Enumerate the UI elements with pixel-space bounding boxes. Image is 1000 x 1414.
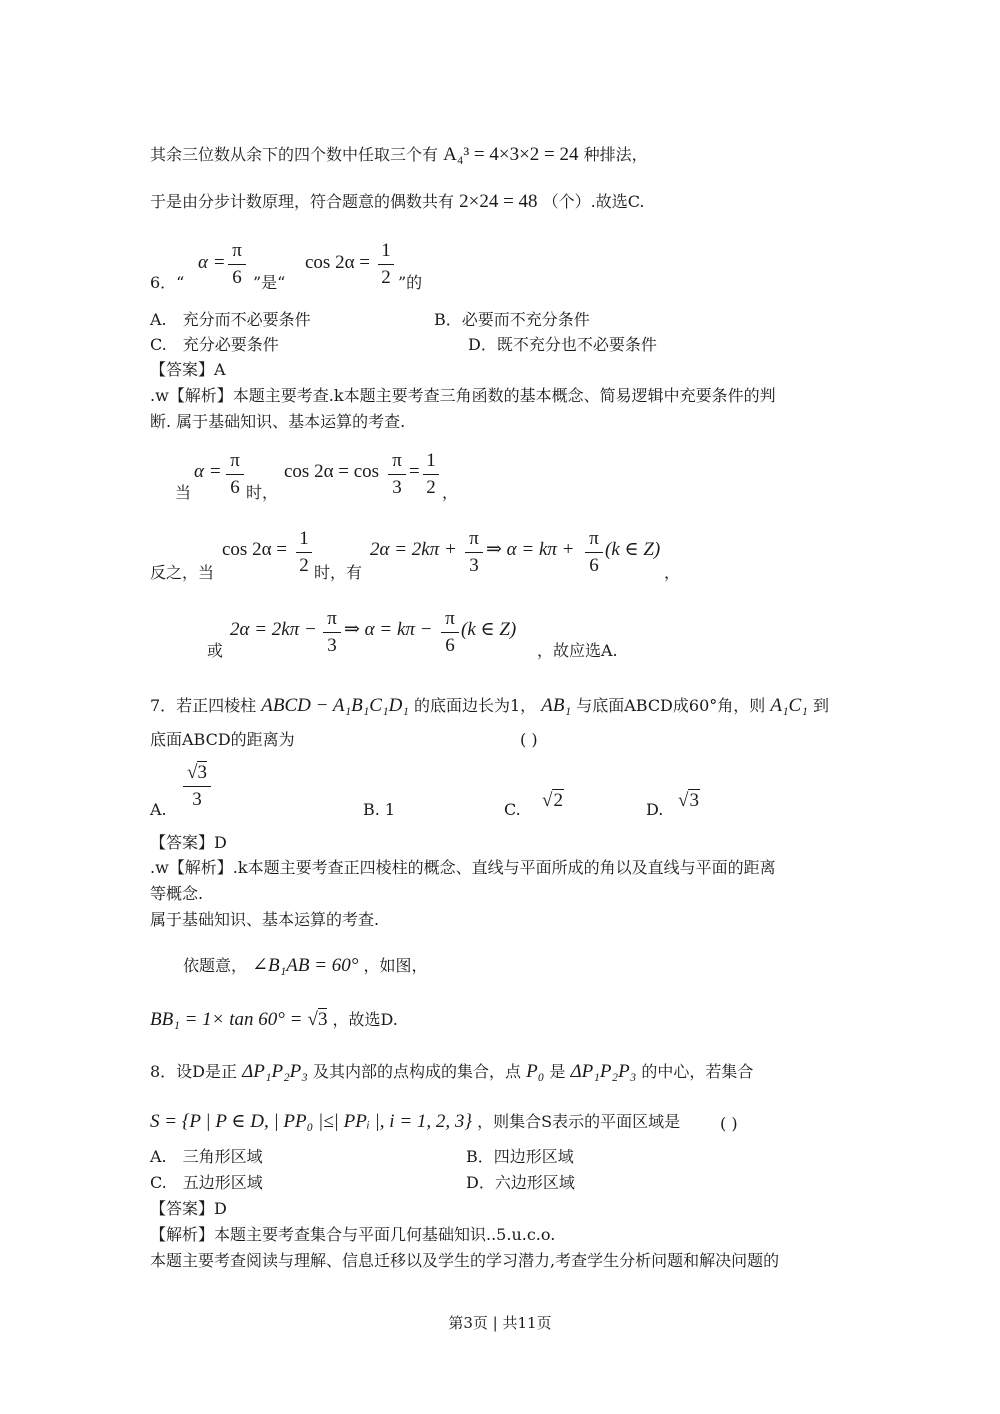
math-expression: cos 2α = — [222, 539, 287, 560]
text-run: 7．若正四棱柱 — [150, 696, 257, 715]
numerator: π — [392, 450, 402, 471]
math-expression: ΔP₁P₂P₃ — [570, 1061, 637, 1082]
text-run: 8．设D是正 — [150, 1062, 238, 1081]
math-expression: (k ∈ Z) — [461, 619, 517, 640]
explanation-line: 【解析】本题主要考查集合与平面几何基础知识..5.u.c.o. — [150, 1225, 556, 1244]
radicand: 3 — [197, 762, 207, 783]
text-run: （个）.故选C. — [542, 192, 645, 211]
text-run: ， — [442, 483, 459, 502]
numerator: 1 — [426, 450, 436, 471]
fraction — [226, 450, 244, 499]
option-c: C. 充分必要条件 — [150, 335, 279, 354]
math-expression: A₄³ = 4×3×2 = 24 — [443, 144, 579, 165]
denominator: 2 — [299, 555, 309, 576]
math-expression: α = — [198, 252, 226, 273]
fraction — [183, 762, 211, 811]
text-run: ，如图， — [363, 956, 428, 975]
option-d: D．六边形区域 — [466, 1173, 575, 1192]
numerator: π — [230, 450, 240, 471]
text-run: ”的 — [398, 273, 423, 292]
radicand: 3 — [689, 790, 699, 811]
math-expression: 2α = 2kπ + — [370, 539, 457, 560]
option-b: B. 1 — [363, 800, 396, 819]
text-run: 依题意， — [183, 956, 248, 975]
explanation-line: 属于基础知识、基本运算的考查. — [150, 910, 380, 929]
text-run: 时， — [246, 483, 279, 502]
text-run: 当 — [175, 483, 192, 502]
text-run: 或 — [207, 641, 224, 660]
math-expression: ⇒ α = kπ + — [486, 539, 575, 560]
math-expression: ∠B₁AB = 60° — [252, 955, 359, 976]
numerator: √3 — [187, 762, 207, 783]
explanation-line: 等概念. — [150, 884, 204, 903]
text-line — [150, 1010, 398, 1030]
text-line: 底面ABCD的距离为 — [150, 730, 295, 749]
math-expression: cos 2α = cos — [284, 461, 380, 482]
option-d: D. — [646, 800, 664, 819]
question-6-prefix: 6．“ — [150, 273, 185, 292]
sqrt-expression: √3 — [678, 790, 699, 811]
option-c: C. 五边形区域 — [150, 1173, 263, 1192]
text-line — [150, 192, 645, 212]
fraction — [388, 450, 406, 499]
explanation-line: .w【解析】本题主要考查.k本题主要考查三角函数的基本概念、简易逻辑中充要条件的判 — [150, 386, 776, 405]
fraction-bar — [228, 264, 246, 265]
denominator: 3 — [327, 635, 337, 656]
text-run: 种排法， — [583, 145, 648, 164]
denominator: 3 — [392, 477, 402, 498]
option-b: B．四边形区域 — [466, 1147, 574, 1166]
explanation-line: 断. 属于基础知识、基本运算的考查. — [150, 412, 406, 431]
fraction-bar — [323, 632, 341, 633]
math-expression: cos 2α = — [305, 252, 370, 273]
numerator: π — [445, 608, 455, 629]
math-expression: ABCD − A₁B₁C₁D₁ — [261, 695, 409, 716]
denominator: 6 — [445, 635, 455, 656]
text-run: 到 — [812, 696, 829, 715]
math-expression: 2×24 = 48 — [459, 191, 538, 212]
denominator: 2 — [381, 267, 391, 288]
option-a: A. — [150, 800, 167, 819]
text-run: ，则集合S表示的平面区域是 — [477, 1112, 681, 1131]
fraction-bar — [296, 552, 312, 553]
fraction — [228, 240, 246, 289]
denominator: 6 — [232, 267, 242, 288]
option-a: A. 充分而不必要条件 — [150, 310, 311, 329]
math-expression: P₀ — [526, 1061, 545, 1082]
explanation-line: 本题主要考查阅读与理解、信息迁移以及学生的学习潜力,考查学生分析问题和解决问题的 — [150, 1251, 780, 1270]
fraction-bar — [226, 474, 244, 475]
fraction — [585, 528, 603, 577]
answer: 【答案】D — [150, 1199, 227, 1218]
fraction — [323, 608, 341, 657]
fraction — [378, 240, 394, 289]
text-run: 是 — [549, 1062, 566, 1081]
numerator: 1 — [299, 528, 309, 549]
fraction — [441, 608, 459, 657]
text-line — [150, 145, 648, 165]
numerator: π — [327, 608, 337, 629]
fraction-bar — [423, 474, 439, 475]
numerator: π — [469, 528, 479, 549]
fraction — [465, 528, 483, 577]
math-expression: (k ∈ Z) — [605, 539, 661, 560]
radicand: 3 — [317, 1009, 328, 1030]
math-expression: 2α = 2kπ − — [230, 619, 317, 640]
denominator: 6 — [230, 477, 240, 498]
fraction-bar — [465, 552, 483, 553]
radicand: 2 — [553, 790, 563, 811]
text-run: 与底面ABCD成60°角，则 — [576, 696, 766, 715]
denominator: 6 — [589, 555, 599, 576]
denominator: 3 — [192, 789, 202, 810]
fraction — [423, 450, 439, 499]
fraction-bar — [378, 264, 394, 265]
math-expression: BB₁ = 1× tan 60° = — [150, 1009, 303, 1030]
fraction — [296, 528, 312, 577]
math-expression: α = — [194, 461, 222, 482]
text-run: ”是“ — [253, 273, 286, 292]
text-run: ，故应选A. — [537, 641, 618, 660]
text-run: 的底面边长为1， — [414, 696, 537, 715]
math-expression: A₁C₁ — [770, 695, 808, 716]
text-run: 时，有 — [314, 563, 363, 582]
math-expression: ΔP₁P₂P₃ — [242, 1061, 308, 1082]
option-d: D．既不充分也不必要条件 — [468, 335, 657, 354]
text-run: ， — [664, 563, 681, 582]
sqrt-expression: √3 — [307, 1009, 328, 1030]
numerator: 1 — [381, 240, 391, 261]
answer: 【答案】A — [150, 360, 226, 379]
numerator: π — [232, 240, 242, 261]
answer-blank: ( ) — [520, 730, 538, 749]
answer: 【答案】D — [150, 833, 227, 852]
answer-blank: ( ) — [720, 1114, 738, 1133]
text-run: 及其内部的点构成的集合，点 — [313, 1062, 522, 1081]
text-run: 反之，当 — [150, 563, 215, 582]
sqrt-expression: √2 — [542, 790, 563, 811]
page-footer: 第3页 | 共11页 — [448, 1314, 552, 1332]
text-run: ，故选D. — [332, 1010, 398, 1029]
text-line — [150, 1062, 753, 1082]
fraction-bar — [441, 632, 459, 633]
fraction-bar — [585, 552, 603, 553]
fraction-bar — [183, 786, 211, 787]
fraction-bar — [388, 474, 406, 475]
math-expression: S = {P | P ∈ D, | PP₀ |≤| PPᵢ |, i = 1, 2, 3} — [150, 1111, 473, 1132]
math-operator: = — [409, 461, 420, 482]
math-expression: ⇒ α = kπ − — [344, 619, 433, 640]
option-a: A. 三角形区域 — [150, 1147, 263, 1166]
option-c: C. — [504, 800, 521, 819]
text-line — [150, 696, 829, 716]
text-run: 于是由分步计数原理，符合题意的偶数共有 — [150, 192, 455, 211]
text-run: 的中心，若集合 — [641, 1062, 754, 1081]
denominator: 2 — [426, 477, 436, 498]
option-b: B．必要而不充分条件 — [434, 310, 590, 329]
text-line — [183, 956, 427, 976]
math-expression: AB₁ — [541, 695, 572, 716]
text-line — [150, 1112, 680, 1132]
denominator: 3 — [469, 555, 479, 576]
text-run: 其余三位数从余下的四个数中任取三个有 — [150, 145, 439, 164]
explanation-line: .w【解析】.k本题主要考查正四棱柱的概念、直线与平面所成的角以及直线与平面的距离 — [150, 858, 776, 877]
numerator: π — [589, 528, 599, 549]
